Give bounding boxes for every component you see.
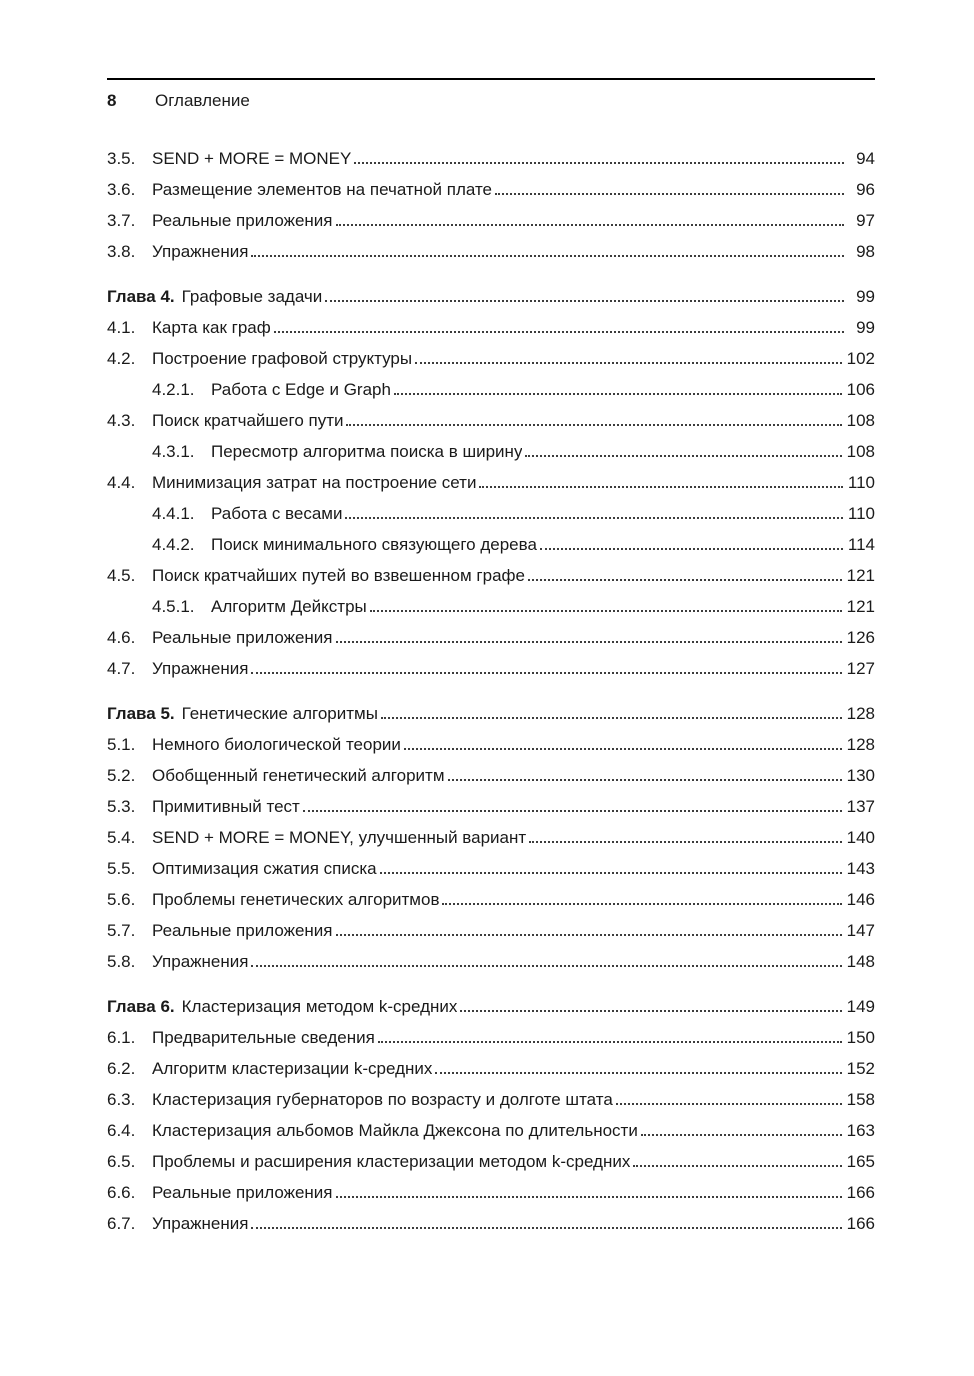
- dot-leader: [251, 670, 841, 674]
- entry-number: 4.2.1.: [152, 380, 195, 399]
- toc-entry: [107, 281, 875, 312]
- entry-number: 4.3.1.: [152, 442, 195, 461]
- entry-title: SEND + MORE = MONEY, улучшенный вариант: [152, 828, 527, 847]
- dot-leader: [336, 932, 842, 936]
- entry-number: 4.4.: [107, 473, 136, 492]
- dot-leader: [529, 839, 841, 843]
- toc-entry: [107, 653, 875, 684]
- toc-entry: [107, 1146, 875, 1177]
- toc-entry: [107, 560, 875, 591]
- dot-leader: [303, 808, 842, 812]
- entry-page: 99: [856, 318, 875, 337]
- entry-page: 110: [847, 504, 875, 523]
- entry-title: Поиск минимального связующего дерева: [211, 535, 537, 554]
- dot-leader: [345, 515, 842, 519]
- dot-leader: [540, 546, 843, 550]
- entry-page: 163: [846, 1121, 875, 1140]
- entry-title: Немного биологической теории: [152, 735, 401, 754]
- entry-title: Упражнения: [152, 242, 249, 261]
- toc-entry: [107, 343, 875, 374]
- entry-number: 4.6.: [107, 628, 136, 647]
- entry-page: 128: [846, 704, 875, 723]
- toc-entry: [107, 529, 875, 560]
- entry-page: 108: [846, 442, 875, 461]
- dot-leader: [336, 222, 844, 226]
- toc-entry: [107, 374, 875, 405]
- entry-page: 94: [856, 149, 875, 168]
- entry-page: 108: [846, 411, 875, 430]
- toc-entry: [107, 729, 875, 760]
- toc-entry: [107, 467, 875, 498]
- entry-page: 165: [846, 1152, 875, 1171]
- toc-entry: [107, 884, 875, 915]
- toc-entry: [107, 174, 875, 205]
- entry-title: Работа с Edge и Graph: [211, 380, 391, 399]
- entry-page: 126: [846, 628, 875, 647]
- toc-entry: [107, 1084, 875, 1115]
- toc-entry: [107, 822, 875, 853]
- toc-entry: [107, 436, 875, 467]
- toc-entry: [107, 1208, 875, 1239]
- entry-number: 4.1.: [107, 318, 136, 337]
- entry-title: Упражнения: [152, 1214, 249, 1233]
- entry-title: Кластеризация губернаторов по возрасту и долготе штата: [152, 1090, 613, 1109]
- dot-leader: [641, 1132, 842, 1136]
- dot-leader: [616, 1101, 842, 1105]
- entry-title: Примитивный тест: [152, 797, 300, 816]
- entry-title: Кластеризация альбомов Майкла Джексона по длительности: [152, 1121, 638, 1140]
- entry-page: 110: [847, 473, 875, 492]
- toc-entry: [107, 405, 875, 436]
- entry-number: Глава 6.: [107, 997, 175, 1016]
- entry-page: 148: [846, 952, 875, 971]
- entry-page: 127: [846, 659, 875, 678]
- entry-number: Глава 5.: [107, 704, 175, 723]
- entry-page: 166: [846, 1183, 875, 1202]
- entry-title: Реальные приложения: [152, 211, 333, 230]
- entry-title: Проблемы генетических алгоритмов: [152, 890, 440, 909]
- entry-title: Графовые задачи: [181, 287, 323, 306]
- entry-title: Поиск кратчайшего пути: [152, 411, 344, 430]
- toc-entry: [107, 1115, 875, 1146]
- entry-page: 143: [846, 859, 875, 878]
- entry-page: 137: [846, 797, 875, 816]
- entry-title: Оптимизация сжатия списка: [152, 859, 377, 878]
- dot-leader: [525, 453, 841, 457]
- toc-entry: [107, 791, 875, 822]
- entry-number: 3.8.: [107, 242, 136, 261]
- dot-leader: [251, 1225, 841, 1229]
- entry-page: 150: [846, 1028, 875, 1047]
- dot-leader: [380, 870, 842, 874]
- toc-entry: [107, 760, 875, 791]
- entry-title: Алгоритм кластеризации k-средних: [152, 1059, 433, 1078]
- dot-leader: [404, 746, 842, 750]
- toc-entry: [107, 498, 875, 529]
- dot-leader: [325, 298, 844, 302]
- entry-number: 5.1.: [107, 735, 136, 754]
- dot-leader: [495, 191, 844, 195]
- dot-leader: [448, 777, 842, 781]
- toc-list: [107, 143, 875, 1239]
- entry-page: 97: [856, 211, 875, 230]
- dot-leader: [460, 1008, 841, 1012]
- entry-number: 6.4.: [107, 1121, 136, 1140]
- entry-page: 158: [846, 1090, 875, 1109]
- entry-number: 4.5.: [107, 566, 136, 585]
- dot-leader: [378, 1039, 842, 1043]
- dot-leader: [354, 160, 844, 164]
- entry-title: Поиск кратчайших путей во взвешенном графе: [152, 566, 525, 585]
- entry-number: Глава 4.: [107, 287, 175, 306]
- entry-title: Работа с весами: [211, 504, 343, 523]
- entry-title: Упражнения: [152, 952, 249, 971]
- dot-leader: [370, 608, 842, 612]
- entry-title: Реальные приложения: [152, 1183, 333, 1202]
- entry-number: 4.5.1.: [152, 597, 195, 616]
- entry-title: Предварительные сведения: [152, 1028, 375, 1047]
- entry-page: 99: [856, 287, 875, 306]
- dot-leader: [633, 1163, 841, 1167]
- dot-leader: [251, 963, 841, 967]
- entry-number: 4.4.1.: [152, 504, 195, 523]
- entry-page: 152: [846, 1059, 875, 1078]
- entry-number: 3.5.: [107, 149, 136, 168]
- dot-leader: [336, 1194, 842, 1198]
- dot-leader: [435, 1070, 841, 1074]
- entry-title: Карта как граф: [152, 318, 271, 337]
- entry-page: 121: [846, 597, 875, 616]
- toc-entry: [107, 698, 875, 729]
- dot-leader: [415, 360, 842, 364]
- entry-number: 4.4.2.: [152, 535, 195, 554]
- toc-entry: [107, 915, 875, 946]
- dot-leader: [479, 484, 842, 488]
- entry-number: 4.3.: [107, 411, 136, 430]
- entry-number: 5.5.: [107, 859, 136, 878]
- toc-entry: [107, 143, 875, 174]
- entry-page: 96: [856, 180, 875, 199]
- toc-entry: [107, 991, 875, 1022]
- entry-title: SEND + MORE = MONEY: [152, 149, 352, 168]
- page-number: 8: [107, 91, 117, 110]
- entry-number: 6.6.: [107, 1183, 136, 1202]
- entry-number: 5.2.: [107, 766, 136, 785]
- toc-entry: [107, 312, 875, 343]
- entry-number: 3.6.: [107, 180, 136, 199]
- entry-number: 4.2.: [107, 349, 136, 368]
- entry-number: 5.6.: [107, 890, 136, 909]
- entry-number: 5.8.: [107, 952, 136, 971]
- entry-title: Построение графовой структуры: [152, 349, 413, 368]
- entry-title: Размещение элементов на печатной плате: [152, 180, 492, 199]
- entry-page: 98: [856, 242, 875, 261]
- toc-entry: [107, 1022, 875, 1053]
- entry-page: 166: [846, 1214, 875, 1233]
- dot-leader: [251, 253, 844, 257]
- entry-number: 4.7.: [107, 659, 136, 678]
- entry-page: 114: [847, 535, 875, 554]
- entry-number: 3.7.: [107, 211, 136, 230]
- entry-title: Пересмотр алгоритма поиска в ширину: [211, 442, 523, 461]
- entry-page: 106: [846, 380, 875, 399]
- entry-number: 5.7.: [107, 921, 136, 940]
- dot-leader: [346, 422, 841, 426]
- entry-page: 121: [846, 566, 875, 585]
- toc-entry: [107, 622, 875, 653]
- entry-title: Обобщенный генетический алгоритм: [152, 766, 445, 785]
- dot-leader: [442, 901, 841, 905]
- entry-number: 5.3.: [107, 797, 136, 816]
- entry-page: 149: [846, 997, 875, 1016]
- toc-entry: [107, 591, 875, 622]
- entry-number: 6.7.: [107, 1214, 136, 1233]
- entry-page: 102: [846, 349, 875, 368]
- page-content: [0, 78, 974, 1239]
- entry-number: 6.3.: [107, 1090, 136, 1109]
- entry-title: Алгоритм Дейкстры: [211, 597, 367, 616]
- dot-leader: [274, 329, 844, 333]
- entry-title: Генетические алгоритмы: [181, 704, 378, 723]
- entry-title: Кластеризация методом k-средних: [181, 997, 458, 1016]
- dot-leader: [381, 715, 842, 719]
- entry-page: 130: [846, 766, 875, 785]
- entry-number: 6.5.: [107, 1152, 136, 1171]
- toc-entry: [107, 1177, 875, 1208]
- entry-title: Реальные приложения: [152, 921, 333, 940]
- dot-leader: [394, 391, 842, 395]
- toc-entry: [107, 236, 875, 267]
- entry-page: 147: [846, 921, 875, 940]
- entry-number: 5.4.: [107, 828, 136, 847]
- page-header: [107, 89, 875, 113]
- dot-leader: [528, 577, 842, 581]
- dot-leader: [336, 639, 842, 643]
- entry-number: 6.2.: [107, 1059, 136, 1078]
- entry-page: 146: [846, 890, 875, 909]
- entry-title: Минимизация затрат на построение сети: [152, 473, 477, 492]
- toc-entry: [107, 1053, 875, 1084]
- toc-entry: [107, 946, 875, 977]
- entry-title: Упражнения: [152, 659, 249, 678]
- header-title: Оглавление: [155, 91, 250, 110]
- entry-title: Проблемы и расширения кластеризации методом k-средних: [152, 1152, 631, 1171]
- entry-title: Реальные приложения: [152, 628, 333, 647]
- toc-entry: [107, 853, 875, 884]
- toc-entry: [107, 205, 875, 236]
- entry-page: 128: [846, 735, 875, 754]
- entry-page: 140: [846, 828, 875, 847]
- header-rule: [107, 78, 875, 80]
- entry-number: 6.1.: [107, 1028, 136, 1047]
